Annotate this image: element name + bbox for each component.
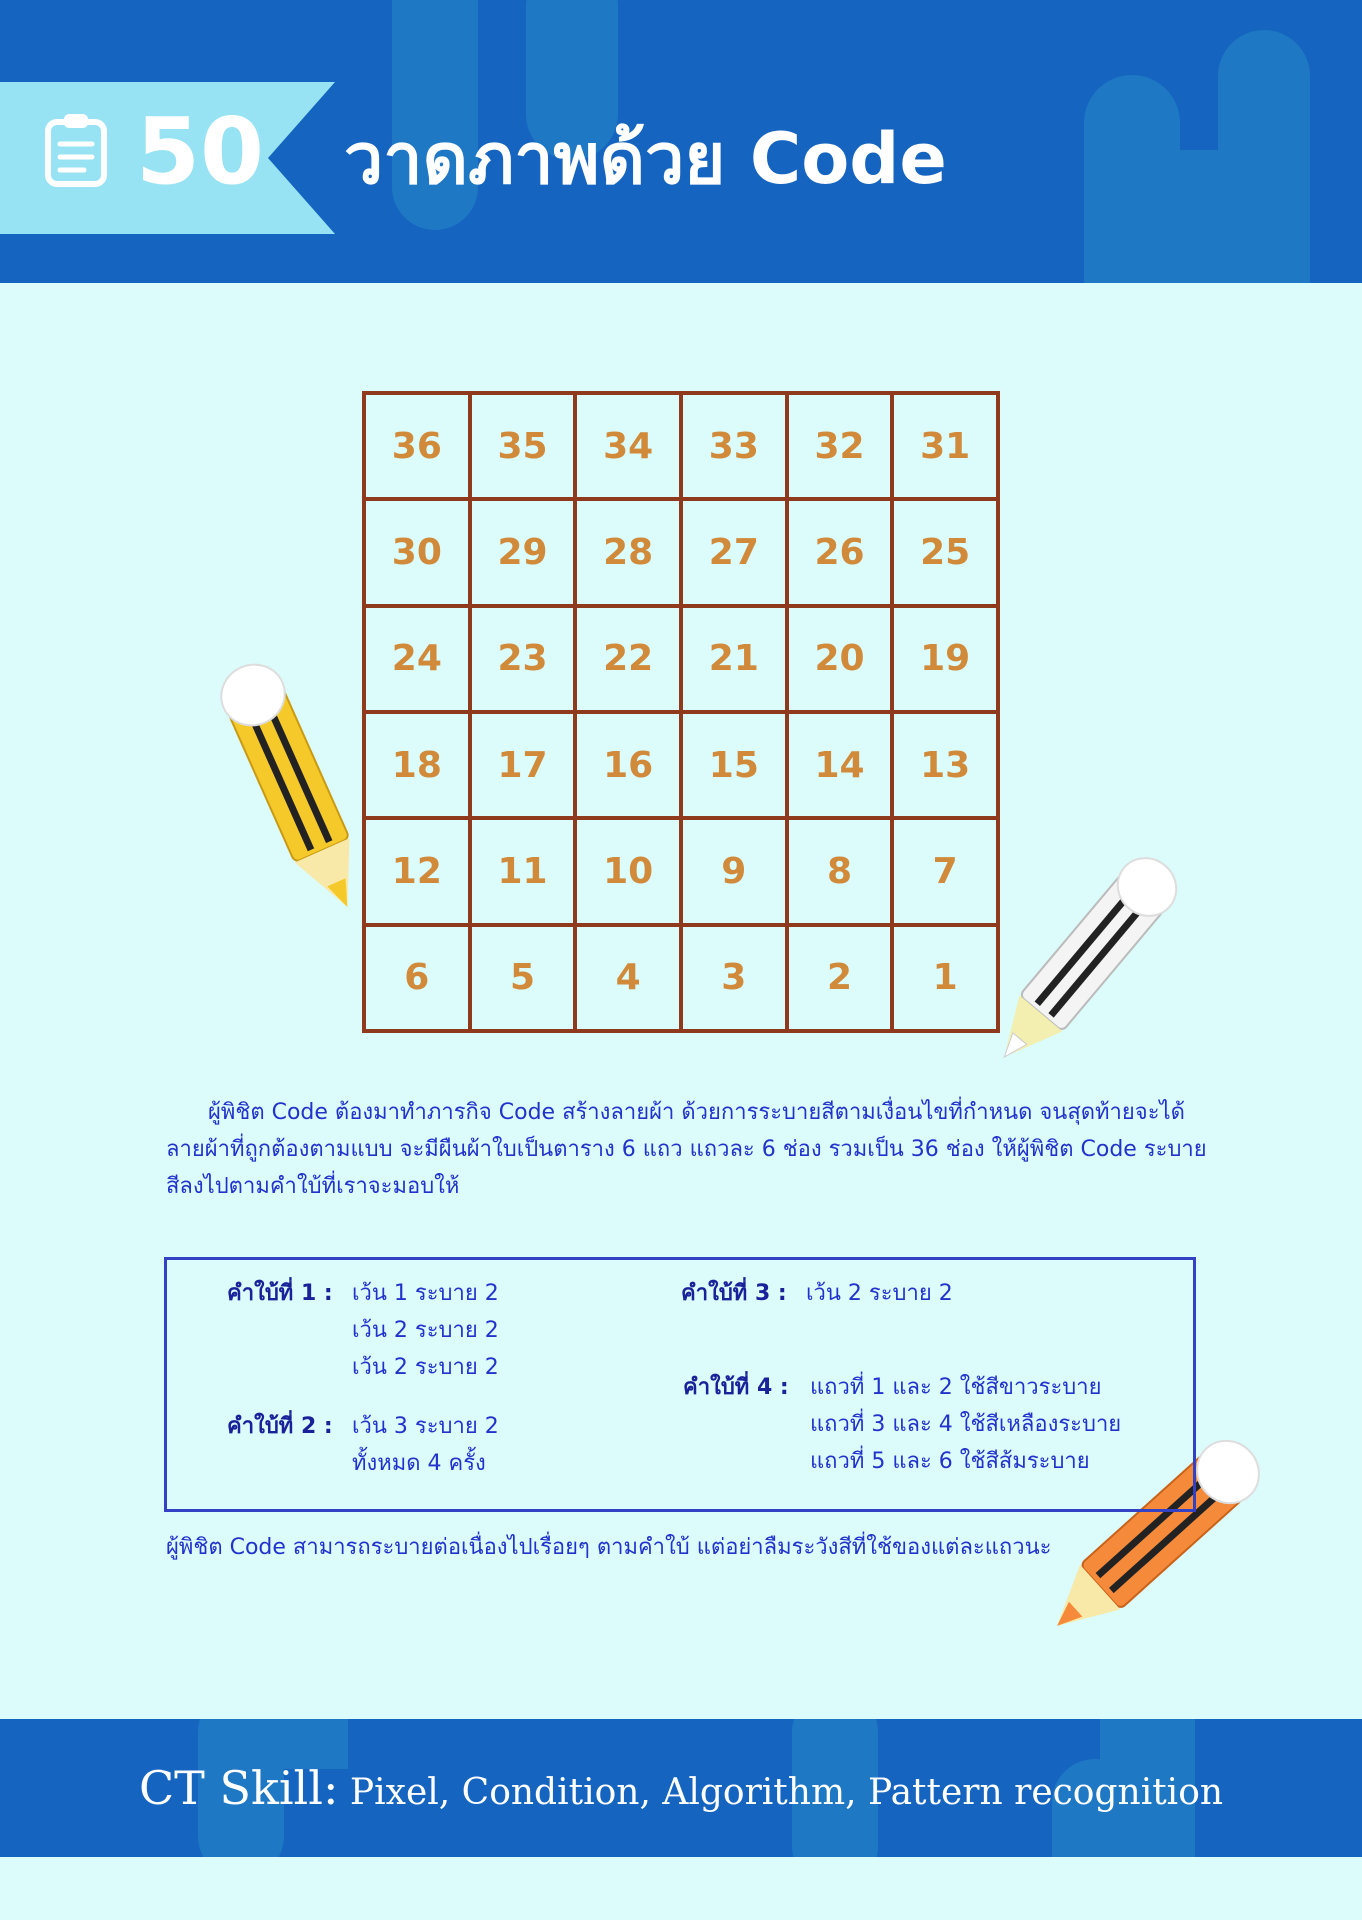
grid-cell[interactable]: 30 bbox=[364, 499, 470, 605]
grid-cell[interactable]: 34 bbox=[575, 393, 681, 499]
grid-cell[interactable]: 12 bbox=[364, 818, 470, 924]
ct-skill-label: CT Skill: bbox=[138, 1761, 339, 1815]
header-decoration bbox=[1150, 150, 1260, 283]
grid-cell[interactable]: 10 bbox=[575, 818, 681, 924]
grid-cell[interactable]: 25 bbox=[892, 499, 998, 605]
grid-cell[interactable]: 9 bbox=[681, 818, 787, 924]
grid-cell[interactable]: 17 bbox=[470, 712, 576, 818]
hint-label: คำใบ้ที่ 1 : bbox=[227, 1281, 333, 1306]
grid-cell[interactable]: 35 bbox=[470, 393, 576, 499]
hint-line: เว้น 2 ระบาย 2 bbox=[352, 1355, 499, 1380]
grid-cell[interactable]: 24 bbox=[364, 606, 470, 712]
hint-line: แถวที่ 1 และ 2 ใช้สีขาวระบาย bbox=[810, 1375, 1102, 1400]
hint-line: เว้น 2 ระบาย 2 bbox=[806, 1281, 953, 1306]
grid-cell[interactable]: 27 bbox=[681, 499, 787, 605]
grid-cell[interactable]: 32 bbox=[787, 393, 893, 499]
grid-cell[interactable]: 16 bbox=[575, 712, 681, 818]
grid-cell[interactable]: 28 bbox=[575, 499, 681, 605]
grid-cell[interactable]: 33 bbox=[681, 393, 787, 499]
hint-line: ทั้งหมด 4 ครั้ง bbox=[352, 1451, 486, 1476]
grid-cell[interactable]: 4 bbox=[575, 925, 681, 1031]
grid-cell[interactable]: 6 bbox=[364, 925, 470, 1031]
intro-line: สีลงไปตามคำใบ้ที่เราจะมอบให้ bbox=[166, 1174, 460, 1199]
white-pencil-icon bbox=[965, 845, 1195, 1075]
grid-cell[interactable]: 11 bbox=[470, 818, 576, 924]
grid-cell[interactable]: 3 bbox=[681, 925, 787, 1031]
yellow-pencil-icon bbox=[205, 655, 385, 925]
grid-cell[interactable]: 20 bbox=[787, 606, 893, 712]
footnote: ผู้พิชิต Code สามารถระบายต่อเนื่องไปเรื่อยๆ ตามคำใบ้ แต่อย่าลืมระวังสีที่ใช้ของแต่ละแถวนะ bbox=[166, 1535, 1052, 1560]
grid-cell[interactable]: 13 bbox=[892, 712, 998, 818]
pixel-grid bbox=[362, 391, 1000, 1033]
task-number: 50 bbox=[136, 98, 265, 205]
grid-cell[interactable]: 15 bbox=[681, 712, 787, 818]
grid-cell[interactable]: 2 bbox=[787, 925, 893, 1031]
grid-cell[interactable]: 8 bbox=[787, 818, 893, 924]
grid-cell[interactable]: 14 bbox=[787, 712, 893, 818]
hint-label: คำใบ้ที่ 2 : bbox=[227, 1414, 333, 1439]
grid-cell[interactable]: 7 bbox=[892, 818, 998, 924]
grid-cell[interactable]: 31 bbox=[892, 393, 998, 499]
intro-paragraph bbox=[166, 1094, 1226, 1205]
intro-line: ผู้พิชิต Code ต้องมาทำภารกิจ Code สร้างลายผ้า ด้วยการระบายสีตามเงื่อนไขที่กำหนด จนสุดท้ายจะได้ bbox=[208, 1100, 1185, 1125]
grid-cell[interactable]: 21 bbox=[681, 606, 787, 712]
hint-line: เว้น 3 ระบาย 2 bbox=[352, 1414, 499, 1439]
grid-cell[interactable]: 18 bbox=[364, 712, 470, 818]
grid-cell[interactable]: 29 bbox=[470, 499, 576, 605]
page-header bbox=[0, 0, 1362, 283]
ct-skill-list: Pixel, Condition, Algorithm, Pattern recognition bbox=[338, 1772, 1224, 1813]
hint-line: เว้น 2 ระบาย 2 bbox=[352, 1318, 499, 1343]
hint-line: เว้น 1 ระบาย 2 bbox=[352, 1281, 499, 1306]
hint-label: คำใบ้ที่ 4 : bbox=[683, 1375, 789, 1400]
hint-line: แถวที่ 5 และ 6 ใช้สีส้มระบาย bbox=[810, 1449, 1090, 1474]
hint-label: คำใบ้ที่ 3 : bbox=[681, 1281, 787, 1306]
grid-cell[interactable]: 36 bbox=[364, 393, 470, 499]
hint-line: แถวที่ 3 และ 4 ใช้สีเหลืองระบาย bbox=[810, 1412, 1122, 1437]
intro-line: ลายผ้าที่ถูกต้องตามแบบ จะมีผืนผ้าใบเป็นตาราง 6 แถว แถวละ 6 ช่อง รวมเป็น 36 ช่อง ให้ผู้พิชิต Code ระบาย bbox=[166, 1137, 1207, 1162]
hint-box bbox=[164, 1257, 1196, 1512]
grid-cell[interactable]: 1 bbox=[892, 925, 998, 1031]
grid-cell[interactable]: 5 bbox=[470, 925, 576, 1031]
grid-cell[interactable]: 22 bbox=[575, 606, 681, 712]
grid-cell[interactable]: 19 bbox=[892, 606, 998, 712]
page-footer bbox=[0, 1719, 1362, 1857]
page-title: วาดภาพด้วย Code bbox=[344, 118, 947, 200]
grid-cell[interactable]: 23 bbox=[470, 606, 576, 712]
grid-cell[interactable]: 26 bbox=[787, 499, 893, 605]
clipboard-icon bbox=[44, 112, 108, 188]
ct-skill-caption bbox=[0, 1719, 1362, 1857]
